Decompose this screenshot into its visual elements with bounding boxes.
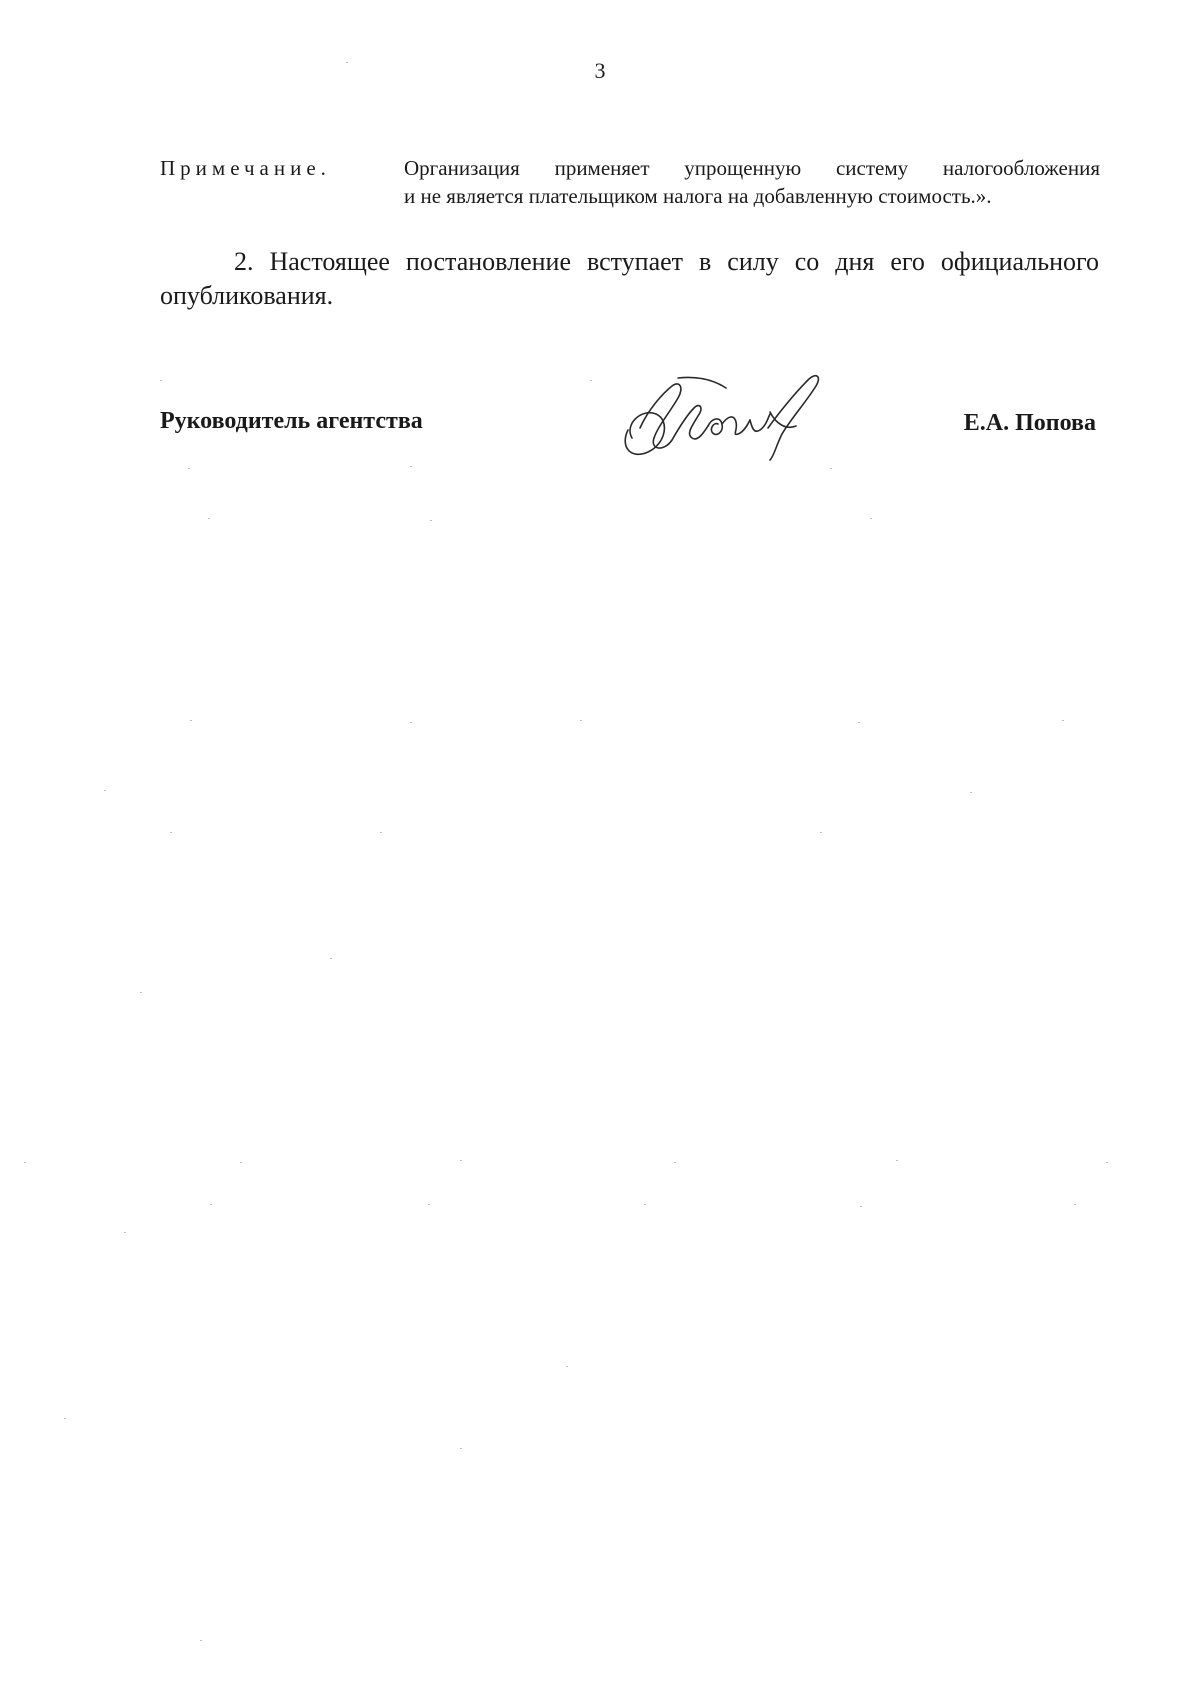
scan-speck	[1062, 720, 1064, 721]
scan-speck	[410, 466, 412, 467]
scan-speck	[590, 380, 592, 381]
signatory-name: Е.А. Попова	[963, 410, 1096, 436]
note-text-line-1: Организация применяет упрощенную систему налогообложения	[404, 156, 1100, 180]
scan-speck	[160, 380, 162, 381]
note-text-line-2: и не является плательщиком налога на добавленную стоимость.».	[404, 184, 992, 208]
scan-speck	[858, 722, 860, 723]
scan-speck	[566, 1366, 568, 1367]
note-block	[160, 154, 1100, 210]
scan-speck	[208, 518, 210, 519]
paragraph-line-1: 2. Настоящее постановление вступает в силу со дня его официального	[234, 247, 1099, 276]
scan-speck	[460, 1160, 462, 1161]
signatory-title: Руководитель агентства	[160, 408, 423, 434]
scan-speck	[970, 792, 972, 793]
handwritten-signature	[618, 368, 843, 463]
paragraph-line-2: опубликования.	[160, 281, 334, 310]
scan-speck	[580, 720, 582, 721]
page-number: 3	[594, 58, 606, 83]
scan-speck	[1074, 1204, 1076, 1205]
scan-speck	[820, 832, 822, 833]
scan-speck	[170, 832, 172, 833]
scan-speck	[870, 518, 872, 519]
scan-speck	[896, 1160, 898, 1161]
scan-speck	[860, 1206, 862, 1207]
scan-speck	[428, 1204, 430, 1205]
scan-speck	[210, 1204, 212, 1205]
scan-speck	[1106, 1162, 1108, 1163]
scan-speck	[104, 790, 106, 791]
scan-speck	[200, 1640, 202, 1641]
scan-speck	[64, 1418, 66, 1419]
note-label: Примечание.	[160, 156, 331, 180]
scan-speck	[674, 1162, 676, 1163]
scan-speck	[240, 1162, 242, 1163]
scan-speck	[346, 62, 348, 63]
scan-speck	[188, 468, 190, 469]
effective-date-paragraph	[160, 245, 1099, 313]
note-text	[404, 154, 1100, 210]
scan-speck	[190, 720, 192, 721]
scan-speck	[460, 1448, 462, 1449]
scan-speck	[124, 1232, 126, 1233]
scan-speck	[380, 832, 382, 833]
scan-speck	[24, 1162, 26, 1163]
scan-speck	[430, 520, 432, 521]
scan-speck	[410, 722, 412, 723]
scan-speck	[330, 958, 332, 959]
scan-speck	[830, 468, 832, 469]
scan-speck	[140, 992, 142, 993]
scan-speck	[644, 1204, 646, 1205]
